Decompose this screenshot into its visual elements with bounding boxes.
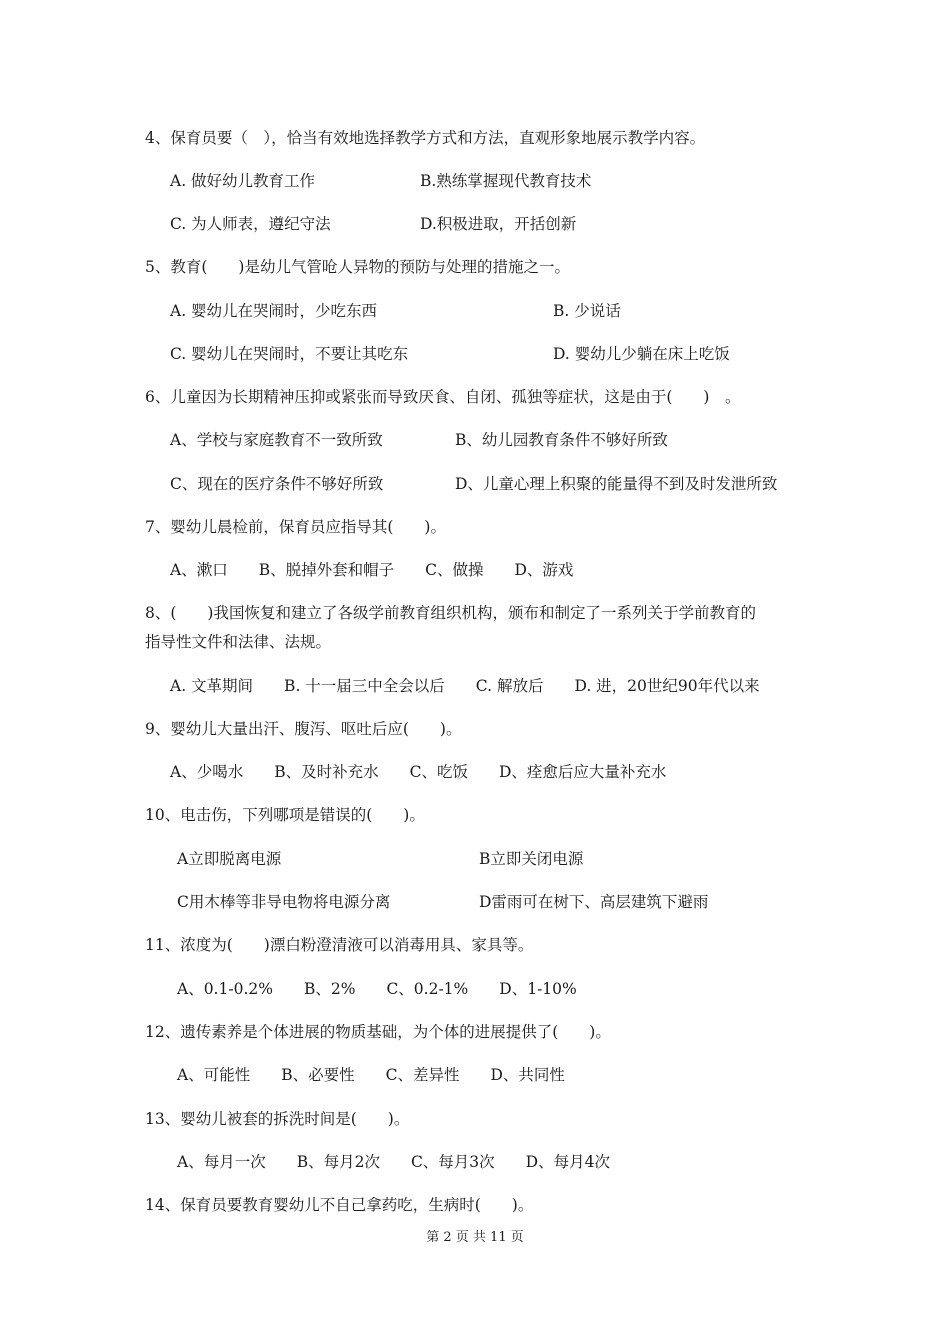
question-10-option-b: B立即关闭电源 [479, 850, 584, 868]
question-6-option-a: A、学校与家庭教育不一致所致 [170, 431, 383, 449]
question-14-stem: 14、保育员要教育婴幼儿不自己拿药吃，生病时( )。 [145, 1196, 534, 1214]
question-13-stem: 13、婴幼儿被套的拆洗时间是( )。 [145, 1110, 410, 1128]
question-4-option-d: D.积极进取，开括创新 [420, 215, 577, 233]
question-11-options: A、0.1-0.2% B、2% C、0.2-1% D、1-10% [177, 980, 577, 998]
question-10-option-a: A立即脱离电源 [177, 850, 282, 868]
question-12-options: A、可能性 B、必要性 C、差异性 D、共同性 [177, 1066, 565, 1084]
question-6-option-d: D、儿童心理上积聚的能量得不到及时发泄所致 [455, 475, 778, 493]
question-11-stem: 11、浓度为( )漂白粉澄清液可以消毒用具、家具等。 [145, 936, 534, 954]
question-9-options: A、少喝水 B、及时补充水 C、吃饭 D、痊愈后应大量补充水 [170, 763, 667, 781]
question-12-stem: 12、遗传素养是个体进展的物质基础，为个体的进展提供了( )。 [145, 1023, 611, 1041]
question-9-stem: 9、婴幼儿大量出汗、腹泻、呕吐后应( )。 [145, 720, 462, 738]
question-10-option-d: D雷雨可在树下、高层建筑下避雨 [479, 893, 709, 911]
question-4-stem: 4、保育员要（ ），恰当有效地选择教学方式和方法，直观形象地展示教学内容。 [145, 129, 706, 147]
question-8-stem-line-1: 8、( )我国恢复和建立了各级学前教育组织机构，颁布和制定了一系列关于学前教育的 [145, 604, 756, 622]
question-7-options: A、漱口 B、脱掉外套和帽子 C、做操 D、游戏 [170, 561, 574, 579]
question-10-option-c: C用木棒等非导电物将电源分离 [177, 893, 391, 911]
question-4-option-a: A. 做好幼儿教育工作 [170, 172, 316, 190]
question-6-option-c: C、现在的医疗条件不够好所致 [170, 475, 384, 493]
question-6-stem: 6、儿童因为长期精神压抑或紧张而导致厌食、自闭、孤独等症状，这是由于( ) 。 [145, 388, 741, 406]
question-6-option-b: B、幼儿园教育条件不够好所致 [455, 431, 668, 449]
question-5-option-a: A. 婴幼儿在哭闹时，少吃东西 [170, 302, 378, 320]
question-7-stem: 7、婴幼儿晨检前，保育员应指导其( )。 [145, 518, 446, 536]
question-8-stem-line-2: 指导性文件和法律、法规。 [145, 633, 332, 651]
question-10-stem: 10、电击伤，下列哪项是错误的( )。 [145, 806, 425, 824]
question-8-options: A. 文革期间 B. 十一届三中全会以后 C. 解放后 D. 进，20世纪90年代以来 [170, 677, 760, 695]
question-5-option-b: B. 少说话 [553, 302, 621, 320]
page-number-footer: 第 2 页 共 11 页 [426, 1230, 524, 1245]
question-5-option-d: D. 婴幼儿少躺在床上吃饭 [553, 345, 730, 363]
question-5-stem: 5、教育( )是幼儿气管呛人异物的预防与处理的措施之一。 [145, 258, 570, 276]
question-4-option-c: C. 为人师表，遵纪守法 [170, 215, 331, 233]
question-5-option-c: C. 婴幼儿在哭闹时，不要让其吃东 [170, 345, 409, 363]
question-13-options: A、每月一次 B、每月2次 C、每月3次 D、每月4次 [177, 1153, 610, 1171]
question-4-option-b: B.熟练掌握现代教育技术 [420, 172, 592, 190]
